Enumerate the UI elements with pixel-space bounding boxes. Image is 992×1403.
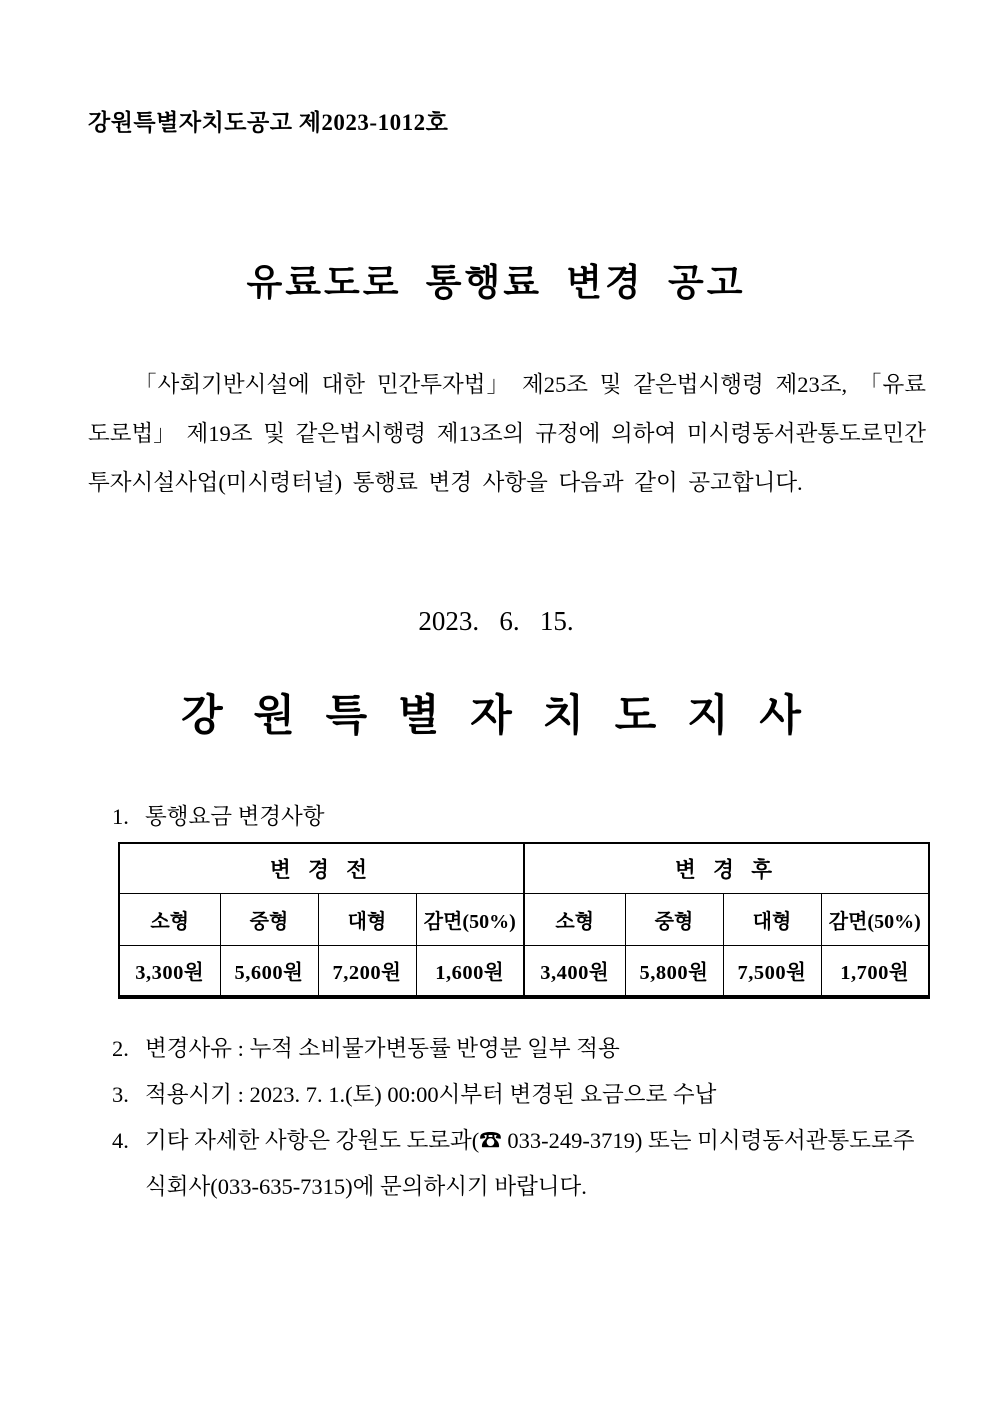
col-header-large-before: 대형 bbox=[318, 893, 416, 945]
list-item-4 bbox=[112, 1118, 930, 1210]
item-text-with-phone-icon: 기타 자세한 사항은 강원도 도로과(☎ 033-249-3719) 또는 미시령동서관통도로주식회사(033-635-7315)에 문의하시기 바랍니다. bbox=[145, 1128, 915, 1199]
fee-large-before: 7,200원 bbox=[318, 945, 416, 997]
col-header-medium-before: 중형 bbox=[220, 893, 318, 945]
document-title: 유료도로 통행료 변경 공고 bbox=[246, 263, 746, 304]
fee-discount-after: 1,700원 bbox=[821, 945, 929, 997]
item-number: 2. bbox=[112, 1036, 129, 1061]
group-header-before: 변 경 전 bbox=[119, 843, 524, 893]
notice-date: 2023. 6. 15. bbox=[418, 606, 574, 636]
item-number: 3. bbox=[112, 1082, 129, 1107]
fee-discount-before: 1,600원 bbox=[416, 945, 524, 997]
col-header-small-before: 소형 bbox=[119, 893, 220, 945]
list-item-1 bbox=[112, 794, 930, 840]
item-text: 통행요금 변경사항 bbox=[145, 804, 325, 829]
toll-fee-table bbox=[118, 842, 930, 999]
col-header-discount-after: 감면(50%) bbox=[821, 893, 929, 945]
item-text: 변경사유 : 누적 소비물가변동률 반영분 일부 적용 bbox=[145, 1036, 620, 1061]
item-number: 1. bbox=[112, 804, 129, 829]
table-value-row bbox=[119, 945, 929, 997]
table-group-header-row bbox=[119, 843, 929, 893]
col-header-medium-after: 중형 bbox=[625, 893, 723, 945]
item-number: 4. bbox=[112, 1128, 129, 1153]
fee-medium-after: 5,800원 bbox=[625, 945, 723, 997]
fee-large-after: 7,500원 bbox=[723, 945, 821, 997]
col-header-discount-before: 감면(50%) bbox=[416, 893, 524, 945]
notice-number: 강원특별자치도공고 제2023-1012호 bbox=[88, 110, 449, 135]
table-column-header-row bbox=[119, 893, 929, 945]
fee-small-after: 3,400원 bbox=[524, 945, 625, 997]
group-header-after: 변 경 후 bbox=[524, 843, 929, 893]
fee-medium-before: 5,600원 bbox=[220, 945, 318, 997]
body-paragraph: 「사회기반시설에 대한 민간투자법」 제25조 및 같은법시행령 제23조, 「유료도로법」 제19조 및 같은법시행령 제13조의 규정에 의하여 미시령동서관통도로민간투자시설사업(미시령터널) 통행료 변경 사항을 다음과 같이 공고합니다. bbox=[88, 372, 926, 495]
issuer-governor-title: 강 원 특 별 자 치 도 지 사 bbox=[181, 693, 811, 740]
col-header-small-after: 소형 bbox=[524, 893, 625, 945]
list-item-3 bbox=[112, 1072, 930, 1118]
list-item-2 bbox=[112, 1026, 930, 1072]
col-header-large-after: 대형 bbox=[723, 893, 821, 945]
item-text: 적용시기 : 2023. 7. 1.(토) 00:00시부터 변경된 요금으로 수납 bbox=[145, 1082, 717, 1107]
fee-small-before: 3,300원 bbox=[119, 945, 220, 997]
